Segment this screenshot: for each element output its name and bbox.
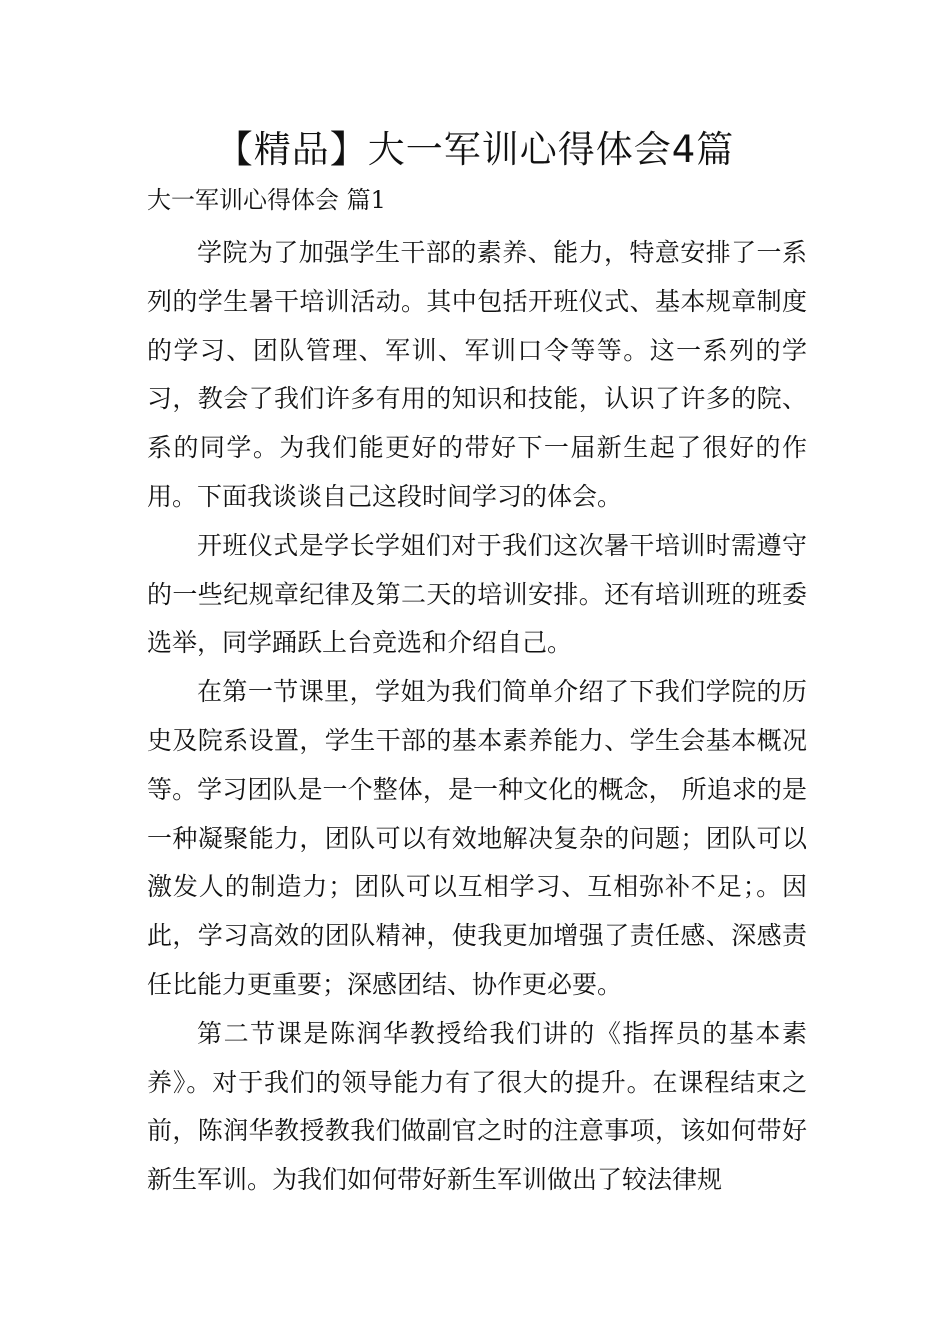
paragraph-1: 学院为了加强学生干部的素养、能力，特意安排了一系列的学生暑干培训活动。其中包括开班仪式、基本规章制度的学习、团队管理、军训、军训口令等等。这一系列的学习，教会了我们许多有用的知识和技能，认识了许多的院、系的同学。为我们能更好的带好下一届新生起了很好的作用。下面我谈谈自己这段时间学习的体会。 <box>147 238 807 511</box>
paragraph-2: 开班仪式是学长学姐们对于我们这次暑干培训时需遵守的一些纪规章纪律及第二天的培训安排。还有培训班的班委选举，同学踊跃上台竞选和介绍自己。 <box>147 530 807 658</box>
section-heading: 大一军训心得体会 篇1 <box>147 186 386 214</box>
document-title: 【精品】大一军训心得体会4篇 <box>215 128 735 171</box>
paragraph-3: 在第一节课里，学姐为我们简单介绍了下我们学院的历史及院系设置，学生干部的基本素养能力、学生会基本概况等。学习团队是一个整体，是一种文化的概念， 所追求的是一种凝聚能力，团队可以有效地解决复杂的问题；团队可以激发人的制造力；团队可以互相学习、互相弥补不足；。因此，学习高效的团队精神，使我更加增强了责任感、深感责任比能力更重要；深感团结、协作更必要。 <box>147 677 807 999</box>
paragraph-4: 第二节课是陈润华教授给我们讲的《指挥员的基本素养》。对于我们的领导能力有了很大的提升。在课程结束之前，陈润华教授教我们做副官之时的注意事项，该如何带好新生军训。为我们如何带好新生军训做出了较法律规 <box>147 1018 807 1195</box>
document-body <box>147 229 807 1205</box>
